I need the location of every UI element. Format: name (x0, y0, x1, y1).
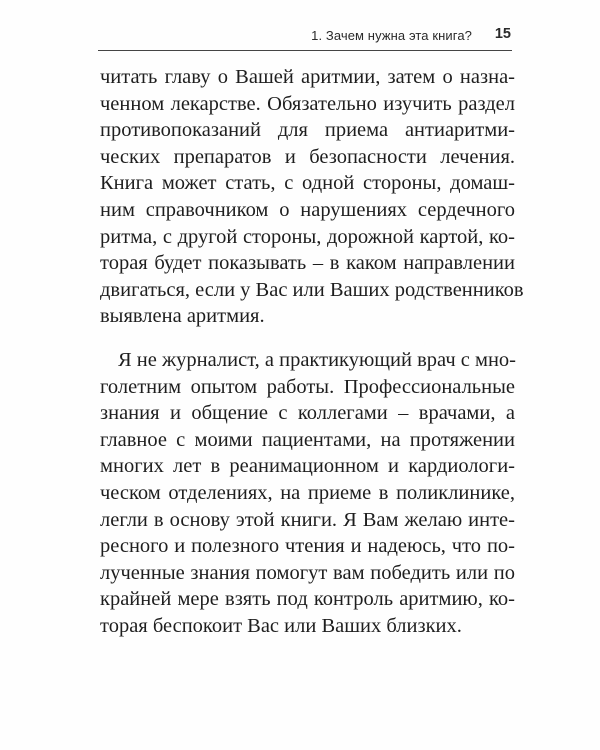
text-line: двигаться, если у Вас или Ваших родственников (100, 278, 524, 301)
text-line: лученные знания помогут вам победить или по (100, 561, 515, 584)
text-line: знания и общение с коллегами – врачами, а (100, 402, 515, 425)
text-line: главное с моими пациентами, на протяжении (100, 428, 515, 451)
text-line: голетним опытом работы. Профессиональные (100, 375, 515, 398)
text-line: крайней мере взять под контроль аритмию, ко- (100, 588, 515, 611)
text-line: Книга может стать, с одной стороны, домаш- (100, 172, 515, 195)
text-line: ресного и полезного чтения и надеюсь, что по- (100, 535, 515, 558)
text-line: многих лет в реанимационном и кардиологи- (100, 455, 515, 478)
text-line: выявлена аритмия. (100, 305, 265, 328)
paragraph-2 (100, 347, 515, 640)
text-line: торая беспокоит Вас или Ваших близких. (100, 614, 462, 637)
text-line: ним справочником о нарушениях сердечного (100, 198, 515, 221)
text-line: легли в основу этой книги. Я Вам желаю инте- (100, 508, 515, 531)
text-line: торая будет показывать – в каком направлении (100, 252, 515, 275)
body-text (100, 64, 524, 639)
chapter-title: 1. Зачем нужна эта книга? (311, 28, 472, 43)
text-line: Я не журналист, а практикующий врач с мно- (118, 348, 517, 371)
text-line: ритма, с другой стороны, дорожной картой, ко- (100, 225, 515, 248)
text-line: ческом отделениях, на приеме в поликлинике, (100, 481, 515, 504)
text-line: противопоказаний для приема антиаритми- (100, 119, 515, 142)
paragraph-1 (100, 64, 524, 330)
text-line: ческих препаратов и безопасности лечения. (100, 145, 515, 168)
running-header (98, 20, 512, 51)
text-line: ченном лекарстве. Обязательно изучить раздел (100, 92, 515, 115)
page-number: 15 (494, 26, 511, 42)
text-line: читать главу о Вашей аритмии, затем о назна- (100, 66, 515, 88)
